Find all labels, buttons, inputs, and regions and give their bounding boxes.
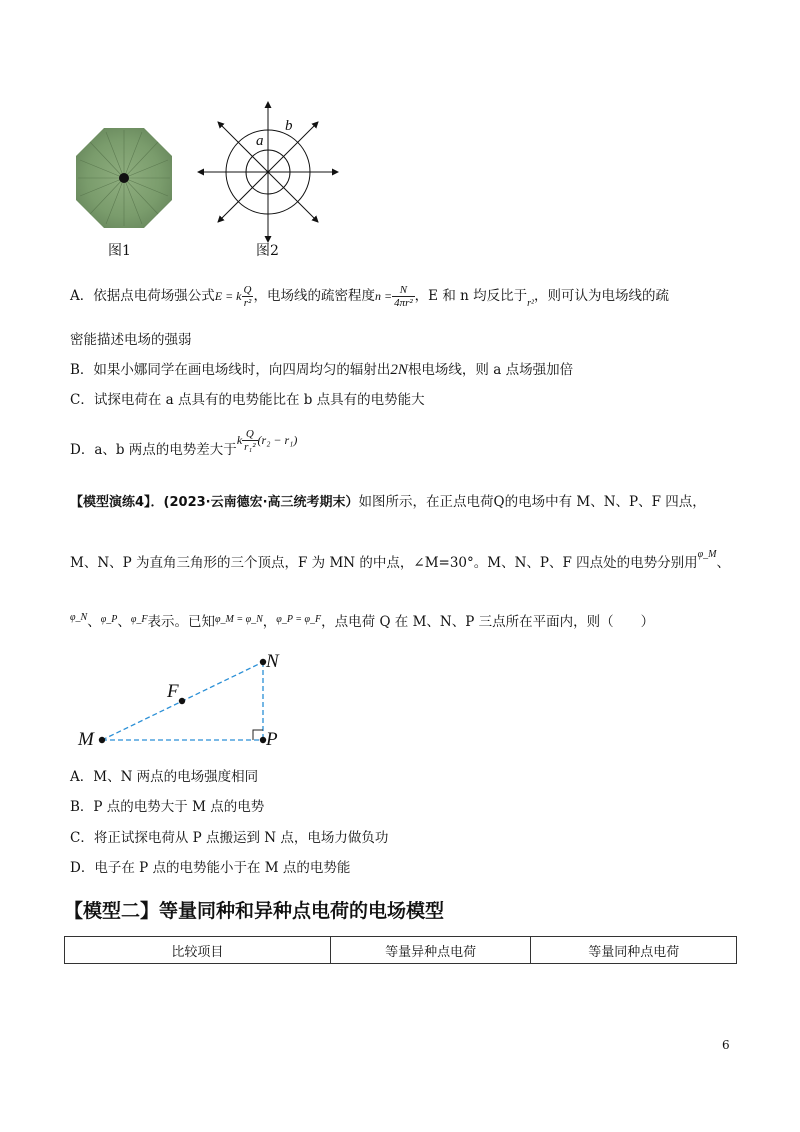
q4-option-c: C．将正试探电荷从 P 点搬运到 N 点，电场力做负功 (70, 830, 389, 846)
point-label-m: M (78, 729, 94, 750)
comparison-table (64, 936, 737, 964)
q4-line-2: M、N、P 为直角三角形的三个顶点，F 为 MN 的中点，∠M=30°。M、N、P、F 四点处的电势分别用$^{\varphi\_M}$、 (70, 549, 731, 571)
triangle-diagram (60, 645, 300, 755)
point-label-n: N (266, 651, 279, 672)
point-label-p: P (266, 729, 278, 750)
q4-title-source: 【模型演练4】．(2023·云南德宏·高三统考期末） (70, 495, 359, 510)
q4-line-3: $^{\varphi\_N}$、$^{\varphi\_P}$、$^{\varphi\_F}$表示。已知$^{\varphi\_M = \varphi\_N}$，$^{\varphi\_P = \varphi\_F}$，点电荷 Q 在 M、N、P 三点所在平面内，则（ ） (70, 612, 655, 630)
formula-e: E = k (214, 289, 242, 303)
table-header-row (65, 937, 737, 964)
table-header-cell: 比较项目 (65, 937, 331, 964)
q4-option-d: D．电子在 P 点的电势能小于在 M 点的电势能 (70, 860, 351, 876)
table-header-cell: 等量异种点电荷 (330, 937, 531, 964)
figure-1-photo (76, 128, 172, 228)
figure-2-diagram (196, 100, 340, 244)
q3-option-b: B．如果小娜同学在画电场线时，向四周均匀的辐射出2N根电场线，则 a 点场强加倍 (70, 362, 574, 378)
figure-1-caption: 图1 (108, 243, 131, 259)
table-header-cell: 等量同种点电荷 (531, 937, 737, 964)
fraction-q-r2: $\frac{Q}{\text{r²}}$ (243, 284, 252, 309)
q3-option-c: C．试探电荷在 a 点具有的电势能比在 b 点具有的电势能大 (70, 392, 425, 408)
q3-option-a-line2: 密能描述电场的强弱 (70, 332, 192, 348)
q3-option-d: D．a、b 两点的电势差大于k $\frac{Q}{\text{r₁²}}$ (r₂ − r₁) (70, 428, 298, 458)
q4-option-a: A．M、N 两点的电场强度相同 (70, 769, 259, 785)
point-label-f: F (167, 681, 179, 702)
q4-title: 【模型演练4】．(2023·云南德宏·高三统考期末）如图所示，在正点电荷Q的电场中有 M、N、P、F 四点， (70, 494, 706, 510)
figure-2-caption: 图2 (256, 243, 279, 259)
fraction-q-r1sq: $\frac{Q}{\text{r₁²}}$ (244, 428, 256, 453)
fraction-n-4pir2: $\frac{N}{\text{4πr²}}$ (394, 284, 413, 309)
q3-option-a: A．依据点电荷场强公式E = k $\frac{Q}{\text{r²}}$ ，电场线的疏密程度n = $\frac{N}{\text{4πr²}}$ ，E 和 n 均反比于$_{r^2}$，则可认为电场线的疏 (70, 284, 669, 309)
q4-option-b: B．P 点的电势大于 M 点的电势 (70, 799, 265, 815)
section-heading: 【模型二】等量同种和异种点电荷的电场模型 (64, 900, 445, 922)
figure-2-label-b: b (285, 118, 293, 134)
page-number: 6 (722, 1038, 730, 1052)
formula-n: n = (374, 289, 393, 303)
figure-2-label-a: a (256, 133, 264, 149)
q3-option-a-text: A．依据点电荷场强公式 (70, 288, 215, 304)
